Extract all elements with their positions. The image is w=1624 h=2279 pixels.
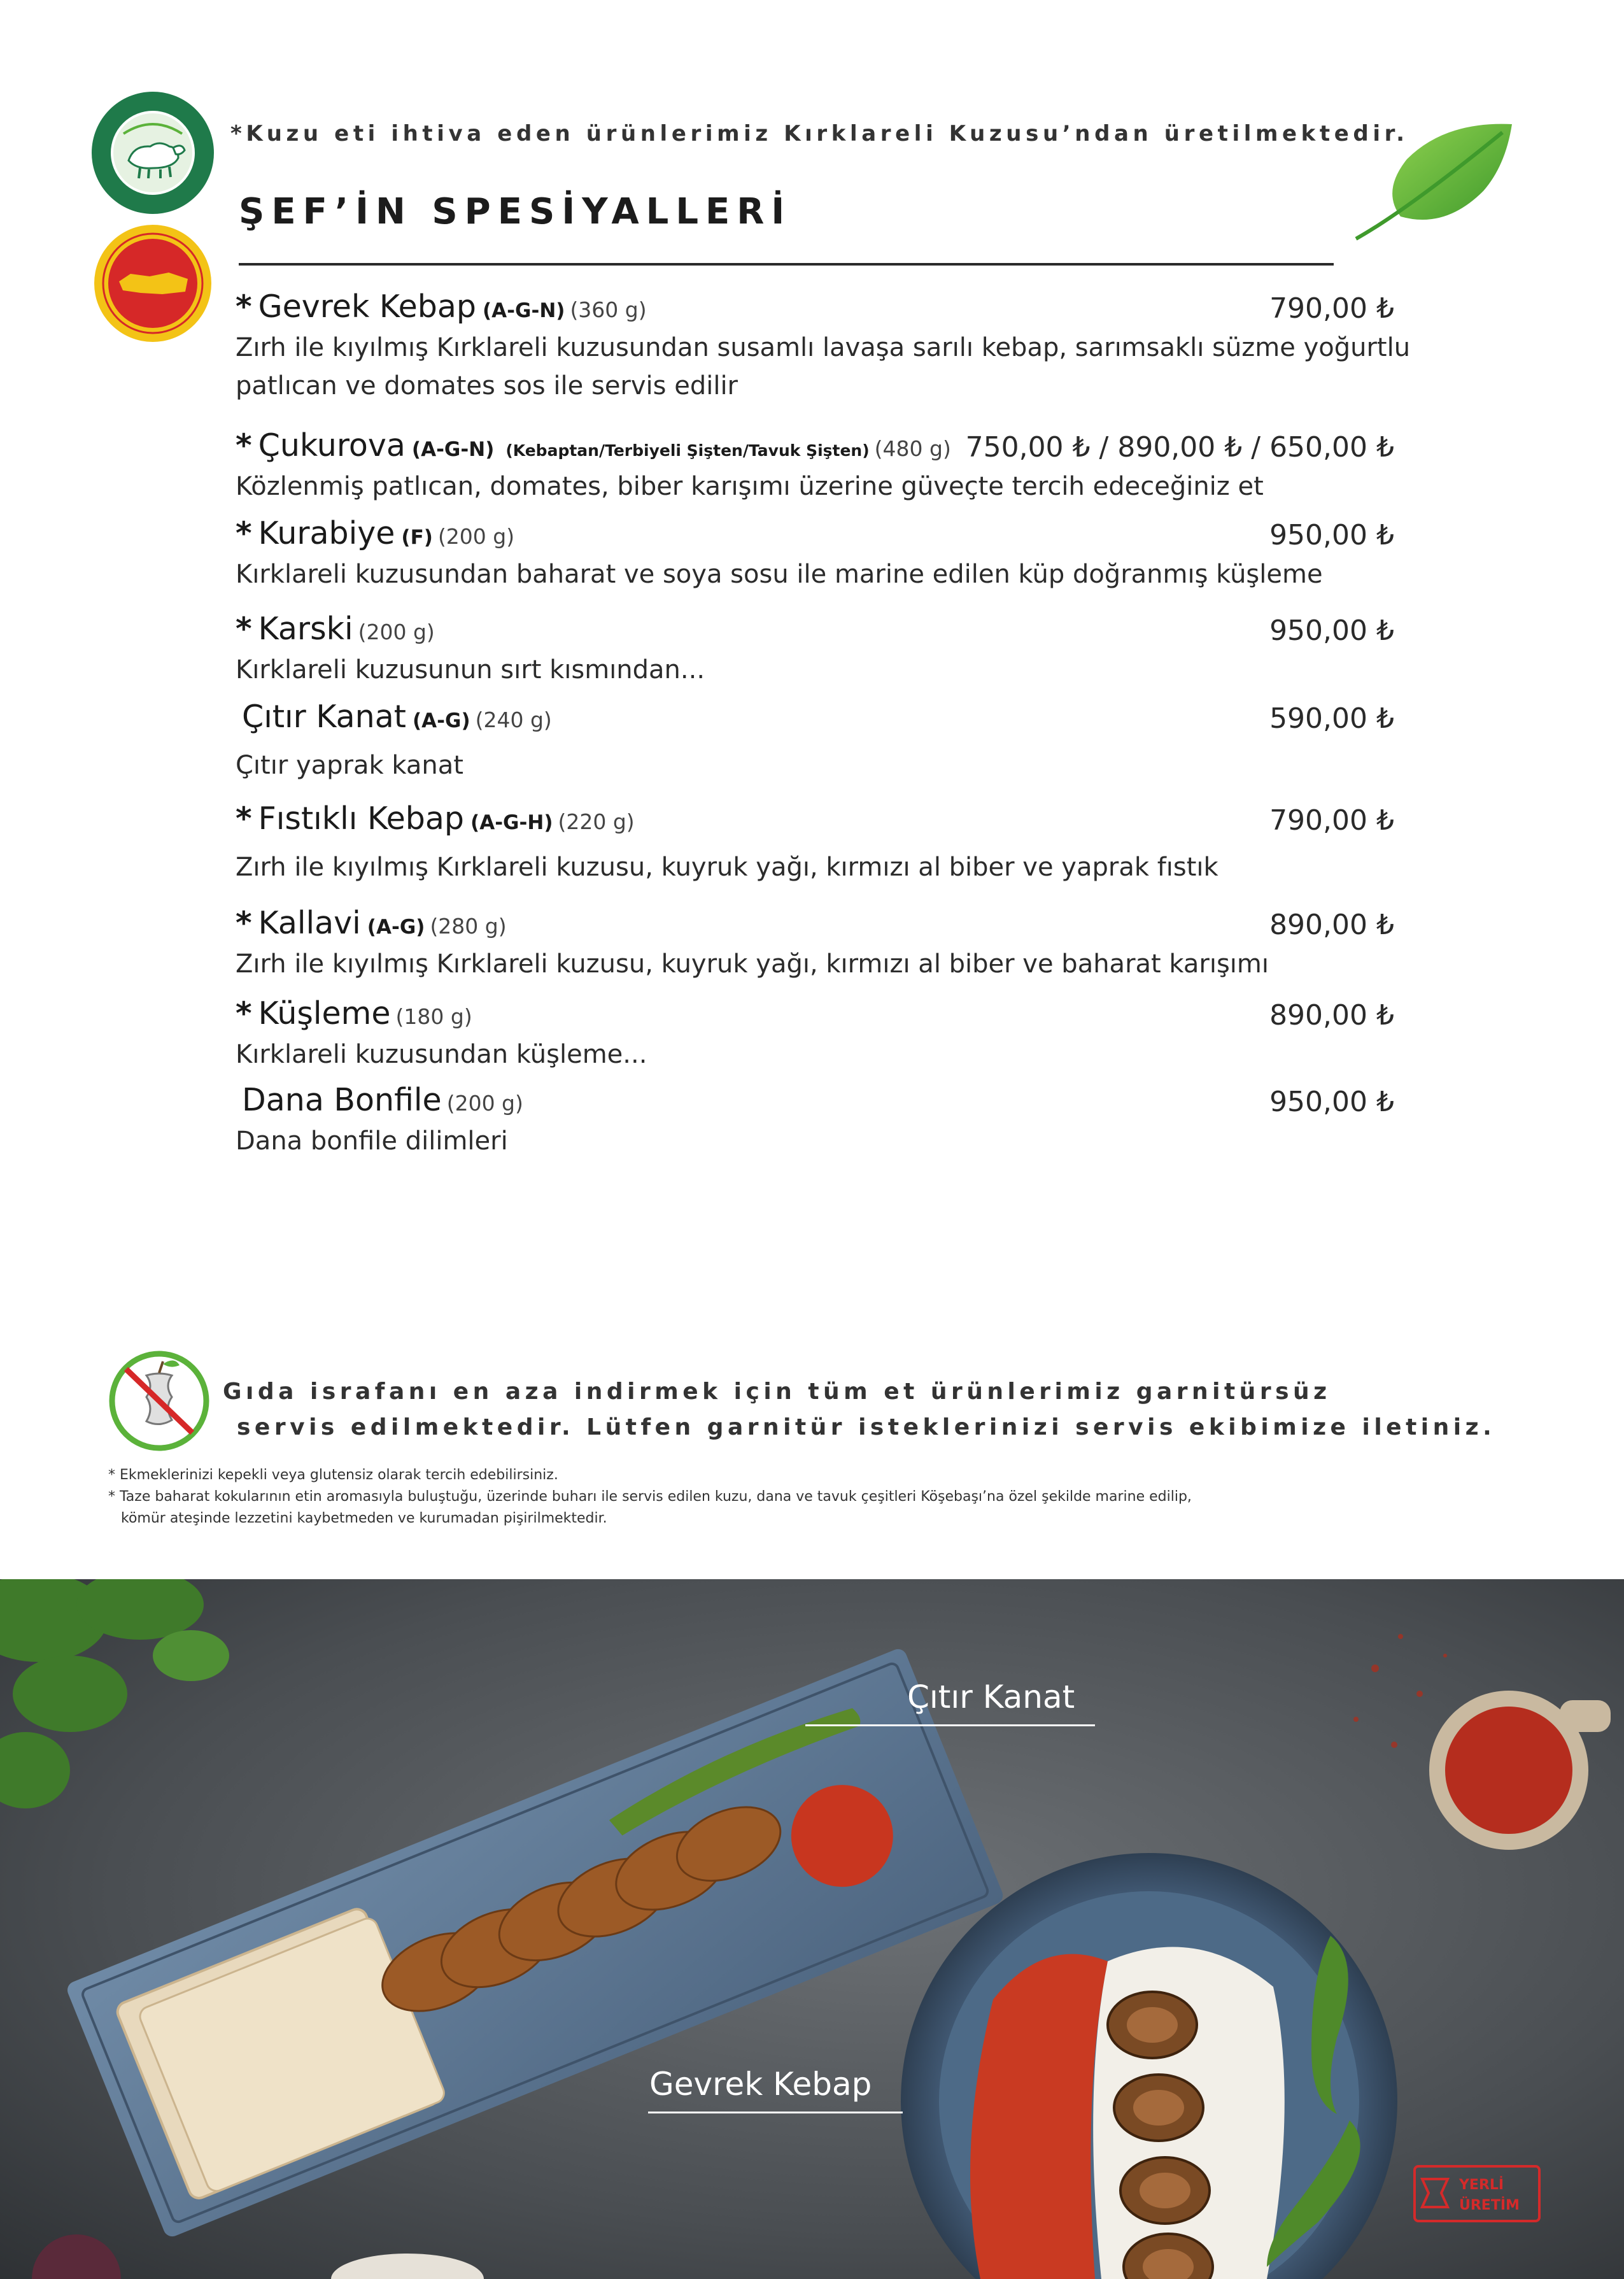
caption-gevrek-kebap: Gevrek Kebap	[649, 2066, 872, 2103]
item-description: Zırh ile kıyılmış Kırklareli kuzusundan susamlı lavaşa sarılı kebap, sarımsaklı süzme yoğurtlu	[236, 333, 1411, 362]
title-underline	[239, 263, 1334, 266]
item-weight: (200 g)	[358, 620, 435, 644]
caption-citir-kanat: Çıtır Kanat	[907, 1679, 1075, 1715]
notice-line-1: Gıda israfanı en aza indirmek için tüm et ürünlerimiz garnitürsüz	[223, 1379, 1331, 1405]
item-price: 890,00 ₺	[1269, 909, 1394, 941]
item-weight: (280 g)	[430, 914, 507, 939]
notice-line-2: servis edilmektedir. Lütfen garnitür isteklerinizi servis ekibimize iletiniz.	[237, 1414, 1496, 1440]
item-name: Çukurova	[258, 427, 406, 464]
allergen-codes: (A-G)	[367, 916, 425, 939]
allergen-codes: (A-G-N)	[411, 438, 495, 461]
item-weight: (200 g)	[446, 1091, 523, 1116]
caption-underline	[648, 2112, 903, 2113]
menu-item-kusleme	[236, 993, 1394, 1074]
menu-item-citir-kanat	[236, 697, 1394, 785]
signature-star: *	[236, 427, 252, 464]
item-price: 790,00 ₺	[1269, 292, 1394, 325]
menu-item-gevrek-kebap	[236, 287, 1411, 405]
item-name: Kallavi	[258, 905, 361, 941]
menu-item-fistikli-kebap	[236, 799, 1394, 886]
food-waste-notice	[223, 1374, 1495, 1445]
item-price: 950,00 ₺	[1269, 1086, 1394, 1118]
item-price: 950,00 ₺	[1269, 519, 1394, 551]
lamb-origin-note: *Kuzu eti ihtiva eden ürünlerimiz Kırklareli Kuzusu’ndan üretilmektedir.	[230, 121, 1409, 146]
kirklareli-kivircik-seal	[89, 89, 216, 217]
item-name: Küşleme	[258, 995, 391, 1032]
item-description: Kırklareli kuzusundan küşleme...	[236, 1040, 647, 1069]
item-name: Dana Bonfile	[242, 1082, 442, 1118]
signature-star: *	[236, 995, 252, 1032]
brand-line-2: ÜRETİM	[1459, 2197, 1520, 2213]
item-weight: (220 g)	[558, 809, 635, 834]
signature-star: *	[236, 515, 252, 551]
allergen-codes: (A-G)	[412, 709, 470, 732]
allergen-codes: (A-G-N)	[482, 299, 565, 322]
menu-item-dana-bonfile	[236, 1080, 1394, 1160]
item-weight: (180 g)	[395, 1004, 472, 1029]
yerli-uretim-logo	[1413, 2165, 1541, 2222]
leaf-icon	[1350, 121, 1515, 242]
signature-star: *	[236, 288, 252, 325]
menu-item-kurabiye	[236, 513, 1394, 593]
footnote-marinade-cont: kömür ateşinde lezzetini kaybetmeden ve kurumadan pişirilmektedir.	[121, 1510, 607, 1526]
item-description: Dana bonfile dilimleri	[236, 1126, 508, 1156]
item-weight: (360 g)	[570, 297, 647, 322]
no-food-waste-icon	[108, 1350, 210, 1452]
item-price: 750,00 ₺ / 890,00 ₺ / 650,00 ₺	[965, 431, 1394, 464]
item-description: Kırklareli kuzusunun sırt kısmından...	[236, 655, 705, 685]
item-description: Çıtır yaprak kanat	[236, 751, 463, 780]
food-photo	[0, 1579, 1624, 2279]
caption-underline	[805, 1724, 1095, 1726]
item-name: Karski	[258, 611, 353, 647]
item-description: Közlenmiş patlıcan, domates, biber karışımı üzerine güveçte tercih edeceğiniz et	[236, 472, 1264, 501]
footnote-bread: * Ekmeklerinizi kepekli veya glutensiz olarak tercih edebilirsiniz.	[108, 1467, 558, 1483]
item-weight: (200 g)	[437, 524, 515, 549]
item-name: Gevrek Kebap	[258, 288, 476, 325]
menu-item-kallavi	[236, 903, 1394, 983]
item-name: Çıtır Kanat	[242, 699, 406, 735]
footnote-marinade: * Taze baharat kokularının etin aromasıyla buluştuğu, üzerinde buharı ile servis edilen kuzu, dana ve tavuk çeşitleri Köşebaşı’na özel şekilde marine edilip,	[108, 1489, 1192, 1505]
footnotes	[108, 1465, 1192, 1530]
signature-star: *	[236, 905, 252, 941]
geographical-indication-seal	[92, 223, 213, 344]
item-weight: (480 g)	[874, 436, 951, 461]
menu-item-karski	[236, 609, 1394, 689]
allergen-codes: (A-G-H)	[470, 811, 553, 834]
item-description: patlıcan ve domates sos ile servis edilir	[236, 371, 738, 401]
item-weight: (240 g)	[475, 707, 552, 732]
section-title: ŞEF’İN SPESİYALLERİ	[239, 191, 792, 232]
item-price: 890,00 ₺	[1269, 999, 1394, 1032]
menu-item-cukurova	[236, 425, 1394, 506]
item-name: Fıstıklı Kebap	[258, 800, 465, 837]
item-price: 950,00 ₺	[1269, 614, 1394, 647]
meat-options: (Kebaptan/Terbiyeli Şişten/Tavuk Şişten)	[505, 441, 870, 460]
signature-star: *	[236, 800, 252, 837]
item-description: Zırh ile kıyılmış Kırklareli kuzusu, kuyruk yağı, kırmızı al biber ve yaprak fıstık	[236, 853, 1218, 882]
allergen-codes: (F)	[401, 526, 433, 549]
signature-star: *	[236, 611, 252, 647]
item-description: Zırh ile kıyılmış Kırklareli kuzusu, kuyruk yağı, kırmızı al biber ve baharat karışımı	[236, 949, 1269, 979]
item-price: 790,00 ₺	[1269, 804, 1394, 837]
item-description: Kırklareli kuzusundan baharat ve soya sosu ile marine edilen küp doğranmış küşleme	[236, 560, 1323, 589]
item-name: Kurabiye	[258, 515, 395, 551]
brand-line-1: YERLİ	[1459, 2177, 1504, 2193]
item-price: 590,00 ₺	[1269, 702, 1394, 735]
